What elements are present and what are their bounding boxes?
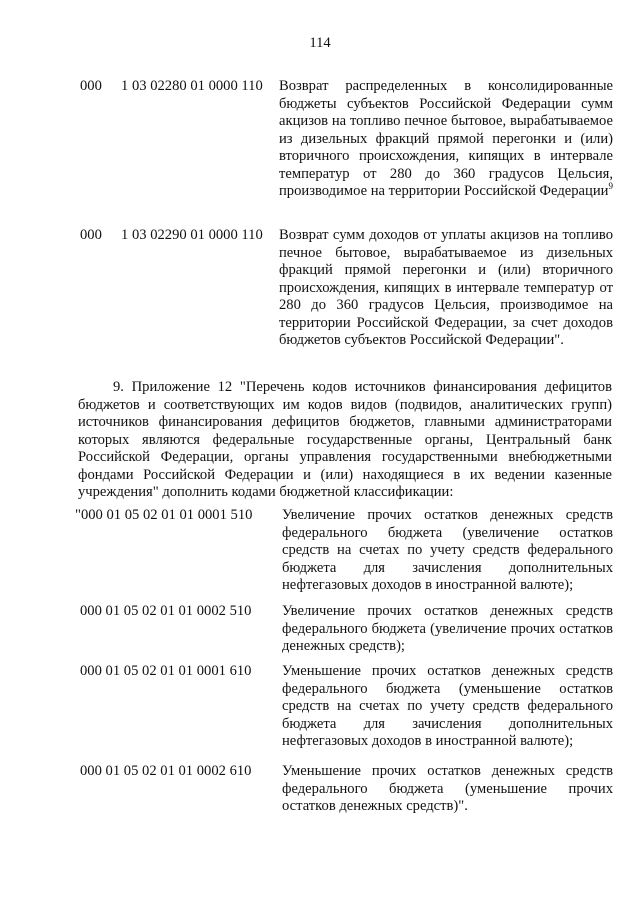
code-description: Уменьшение прочих остатков денежных средств федерального бюджета (уменьшение остатков средств на счетах по учету средств федерального бюджета для зачисления дополнительных нефтегазовых доходов в иностранной валюте); — [282, 663, 613, 749]
budget-classification-code: 000 01 05 02 01 01 0001 610 — [80, 663, 252, 679]
code-description: Увеличение прочих остатков денежных средств федерального бюджета (увеличение остатков средств на счетах по учету средств федерального бюджета для зачисления дополнительных нефтегазовых доходов в иностранной валюте); — [282, 507, 613, 593]
admin-code: 000 — [80, 78, 102, 94]
budget-classification-code: 1 03 02280 01 0000 110 — [121, 78, 263, 94]
budget-classification-code: "000 01 05 02 01 01 0001 510 — [75, 507, 253, 523]
code-description: Возврат сумм доходов от уплаты акцизов на топливо печное бытовое, вырабатываемое из дизельных фракций прямой перегонки и (или) вторичного происхождения, кипящих в интервале температур от 280 до 360 градусов Цельсия, производимое на территории Российской Федерации, за счет доходов бюджетов субъектов Российской Федерации". — [279, 227, 613, 348]
code-description: Уменьшение прочих остатков денежных средств федерального бюджета (уменьшение прочих остатков денежных средств)". — [282, 763, 613, 814]
code-description — [279, 78, 613, 201]
budget-classification-code: 000 01 05 02 01 01 0002 510 — [80, 603, 252, 619]
code-description: Увеличение прочих остатков денежных средств федерального бюджета (увеличение прочих остатков денежных средств); — [282, 603, 613, 654]
admin-code: 000 — [80, 227, 102, 243]
amendment-paragraph: 9. Приложение 12 "Перечень кодов источников финансирования дефицитов бюджетов и соответствующих им кодов видов (подвидов, аналитических групп) источников финансирования дефицитов бюджетов, главными администраторами которых являются федеральные государственные органы, Центральный банк Российской Федерации, органы управления государственными внебюджетными фондами Российской Федерации и (или) находящиеся в их ведении казенные учреждения" дополнить кодами бюджетной классификации: — [78, 379, 612, 500]
page-number: 114 — [309, 35, 331, 51]
budget-classification-code: 1 03 02290 01 0000 110 — [121, 227, 263, 243]
code-description-text: Возврат распределенных в консолидированные бюджеты субъектов Российской Федерации сумм акцизов на топливо печное бытовое, вырабатываемое из дизельных фракций прямой перегонки и (или) вторичного происхождения, кипящих в интервале температур от 280 до 360 градусов Цельсия, производимое на территории Российской Федерации — [279, 78, 613, 199]
footnote-marker: 9 — [608, 181, 613, 192]
budget-classification-code: 000 01 05 02 01 01 0002 610 — [80, 763, 252, 779]
